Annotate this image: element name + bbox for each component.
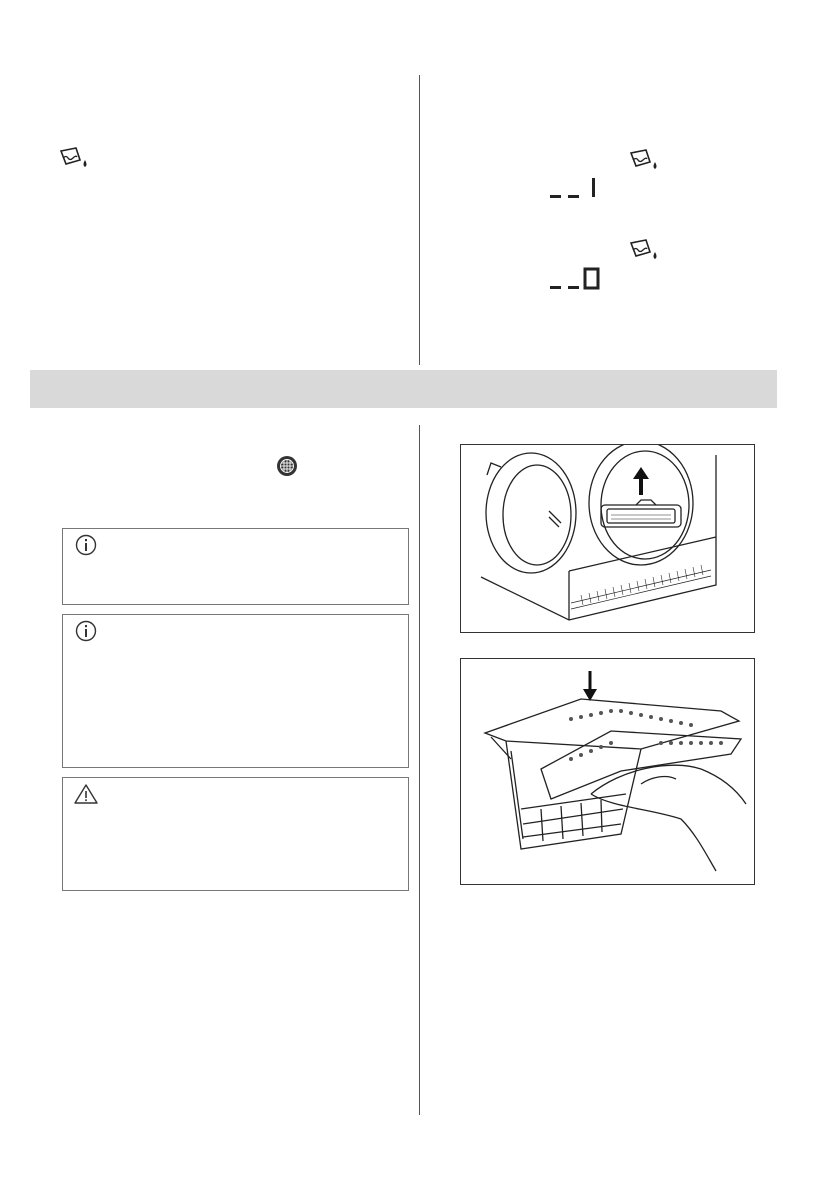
warning-note <box>62 777 409 891</box>
column-divider-top <box>419 75 420 365</box>
warning-icon <box>73 783 99 805</box>
water-container-icon <box>58 146 92 170</box>
info-icon <box>75 534 97 556</box>
display-readout-1 <box>548 175 608 201</box>
column-divider-bottom <box>419 425 420 1115</box>
info-note-1 <box>62 528 409 605</box>
section-heading-band <box>30 370 777 408</box>
display-readout-0 <box>548 266 608 292</box>
water-container-icon <box>628 238 662 262</box>
figure-remove-filter <box>460 444 755 633</box>
filter-icon <box>276 455 298 477</box>
figure-open-filter <box>460 658 755 885</box>
water-container-icon <box>628 148 662 172</box>
info-icon <box>75 620 97 642</box>
info-note-2 <box>62 614 409 768</box>
